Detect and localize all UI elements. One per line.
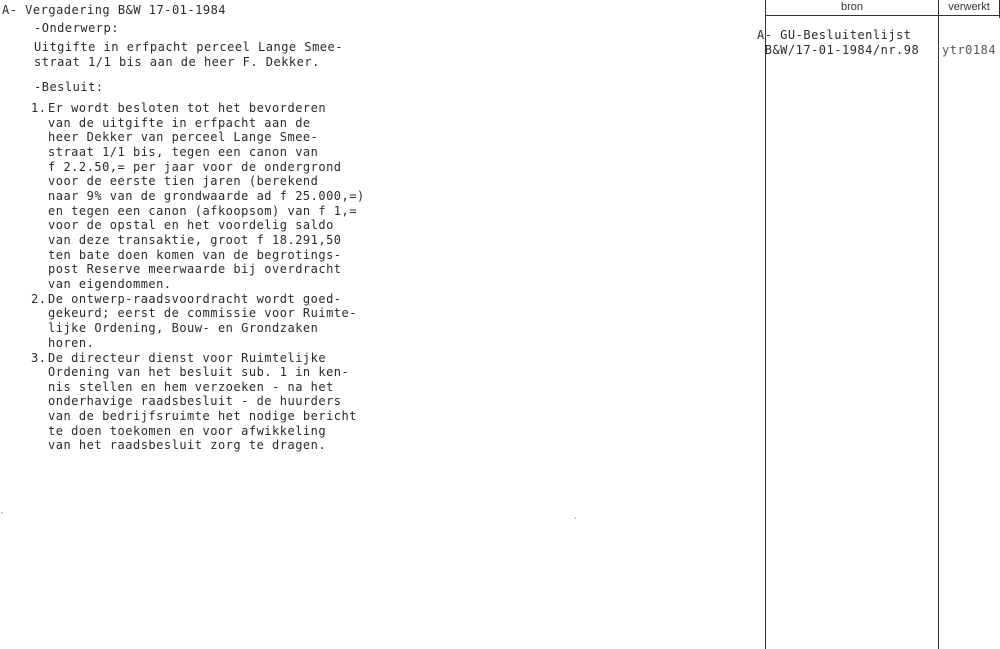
item-line: onderhavige raadsbesluit - de huurders bbox=[48, 394, 342, 408]
item-line: De ontwerp-raadsvoordracht wordt goed- bbox=[48, 292, 342, 306]
item-number: 3. bbox=[31, 351, 47, 365]
item-line: straat 1/1 bis, tegen een canon van bbox=[48, 145, 319, 159]
item-line: heer Dekker van perceel Lange Smee- bbox=[48, 130, 319, 144]
item-line: voor de eerste tien jaren (berekend bbox=[48, 174, 319, 188]
meeting-header: A- Vergadering B&W 17-01-1984 bbox=[2, 3, 227, 17]
bron-column-header: bron bbox=[840, 1, 864, 13]
onderwerp-label: -Onderwerp: bbox=[34, 21, 119, 35]
item-line: te doen toekomen en voor afwikkeling bbox=[48, 424, 327, 438]
item-line: Er wordt besloten tot het bevorderen bbox=[48, 101, 327, 115]
item-line: naar 9% van de grondwaarde ad f 25.000,=) bbox=[48, 189, 365, 203]
item-line: nis stellen en hem verzoeken - na het bbox=[48, 380, 334, 394]
verwerkt-column-rule bbox=[938, 0, 939, 649]
bron-reference-line-1: A- GU-Besluitenlijst bbox=[757, 28, 912, 42]
item-line: van het raadsbesluit zorg te dragen. bbox=[48, 438, 327, 452]
item-line: ten bate doen komen van de begrotings- bbox=[48, 248, 342, 262]
onderwerp-line-2: straat 1/1 bis aan de heer F. Dekker. bbox=[34, 55, 320, 69]
item-line: f 2.2.50,= per jaar voor de ondergrond bbox=[48, 160, 342, 174]
bron-reference-line-2: B&W/17-01-1984/nr.98 bbox=[757, 43, 920, 57]
scan-speck bbox=[574, 517, 576, 519]
item-line: en tegen een canon (afkoopsom) van f 1,= bbox=[48, 204, 357, 218]
onderwerp-line-1: Uitgifte in erfpacht perceel Lange Smee- bbox=[34, 40, 343, 54]
item-line: van eigendommen. bbox=[48, 277, 172, 291]
item-line: post Reserve meerwaarde bij overdracht bbox=[48, 262, 342, 276]
item-line: gekeurd; eerst de commissie voor Ruimte- bbox=[48, 306, 357, 320]
item-line: van de bedrijfsruimte het nodige bericht bbox=[48, 409, 357, 423]
verwerkt-column-header: verwerkt bbox=[948, 1, 990, 13]
item-line: De directeur dienst voor Ruimtelijke bbox=[48, 351, 327, 365]
item-line: voor de opstal en het voordelig saldo bbox=[48, 218, 334, 232]
bron-column-rule bbox=[765, 0, 766, 649]
item-line: van de uitgifte in erfpacht aan de bbox=[48, 116, 311, 130]
item-line: van deze transaktie, groot f 18.291,50 bbox=[48, 233, 342, 247]
item-number: 1. bbox=[31, 101, 47, 115]
verwerkt-value: ytr0184 bbox=[942, 43, 997, 57]
item-line: horen. bbox=[48, 336, 95, 350]
item-line: Ordening van het besluit sub. 1 in ken- bbox=[48, 365, 350, 379]
besluit-label: -Besluit: bbox=[34, 80, 104, 94]
column-header-divider bbox=[765, 15, 1000, 16]
scan-speck bbox=[1, 512, 3, 514]
item-line: lijke Ordening, Bouw- en Grondzaken bbox=[48, 321, 319, 335]
item-number: 2. bbox=[31, 292, 47, 306]
